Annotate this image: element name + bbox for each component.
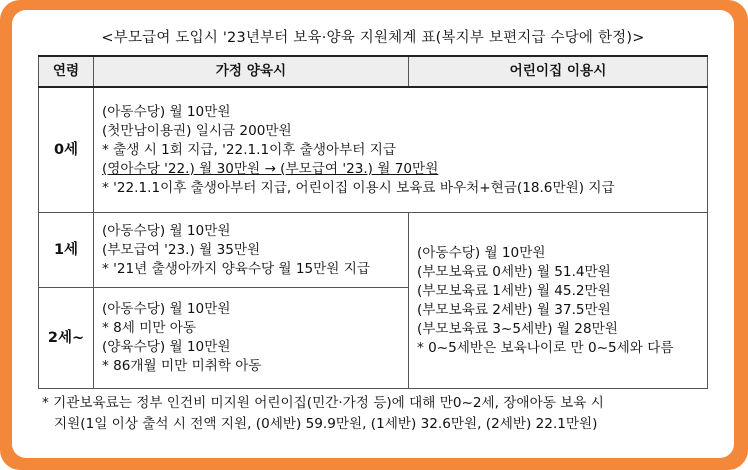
daycare-line-1: (아동수당) 월 10만원 <box>417 244 546 261</box>
header-row <box>39 56 708 87</box>
table-title: <부모급여 도입시 '23년부터 보육·양육 지원체계 표(복지부 보편지급 수당에 한정)> <box>101 30 645 46</box>
age0-line-4: (영아수당 '22.) 월 30만원 → (부모급여 '23.) 월 70만원 <box>102 160 439 177</box>
age2-line-2: * 8세 미만 아동 <box>102 320 197 336</box>
age0-line-3: * 출생 시 1회 지급, '22.1.1이후 출생아부터 지급 <box>102 141 396 158</box>
age-label-1: 1세 <box>39 213 94 288</box>
age2-home <box>94 288 409 389</box>
support-table <box>38 55 708 389</box>
header-home: 가정 양육시 <box>94 56 409 87</box>
age2-line-1: (아동수당) 월 10만원 <box>102 301 231 317</box>
age0-content <box>94 87 708 213</box>
header-age: 연령 <box>39 56 94 87</box>
daycare-line-4: (부모보육료 2세반) 월 37.5만원 <box>417 301 611 318</box>
age0-line-5: * '22.1.1이후 출생아부터 지급, 어린이집 이용시 보육료 바우처+현금(18.6만원) 지급 <box>102 179 615 196</box>
footnote <box>38 393 708 435</box>
age1-line-1: (아동수당) 월 10만원 <box>102 222 231 239</box>
age0-line-2: (첫만남이용권) 일시금 200만원 <box>102 122 292 139</box>
footnote-line-1: * 기관보육료는 정부 인건비 미지원 어린이집(민간·가정 등)에 대해 만0~2세, 장애아동 보육 시 <box>42 395 604 411</box>
daycare-line-6: * 0~5세반은 보육나이로 만 0~5세와 다름 <box>417 339 674 356</box>
age1-home <box>94 213 409 288</box>
content-card <box>12 10 734 458</box>
daycare-content <box>409 213 708 389</box>
header-daycare: 어린이집 이용시 <box>409 56 708 87</box>
age0-line-1: (아동수당) 월 10만원 <box>102 103 231 120</box>
age1-line-3: * '21년 출생아까지 양육수당 월 15만원 지급 <box>102 260 371 277</box>
age2-line-3: (양육수당) 월 10만원 <box>102 339 231 355</box>
age-label-2: 2세~ <box>39 288 94 389</box>
age-label-0: 0세 <box>39 87 94 213</box>
age1-line-2: (부모급여 '23.) 월 35만원 <box>102 241 261 258</box>
table-row-age0 <box>39 87 708 213</box>
footnote-line-2: 지원(1일 이상 출석 시 전액 지원, (0세반) 59.9만원, (1세반) 32.6만원, (2세반) 22.1만원) <box>54 416 598 432</box>
daycare-line-2: (부모보육료 0세반) 월 51.4만원 <box>417 263 611 280</box>
age2-line-4: * 86개월 미만 미취학 아동 <box>102 358 262 374</box>
daycare-line-3: (부모보육료 1세반) 월 45.2만원 <box>417 282 611 299</box>
daycare-line-5: (부모보육료 3~5세반) 월 28만원 <box>417 320 618 337</box>
table-row-age1 <box>39 213 708 288</box>
